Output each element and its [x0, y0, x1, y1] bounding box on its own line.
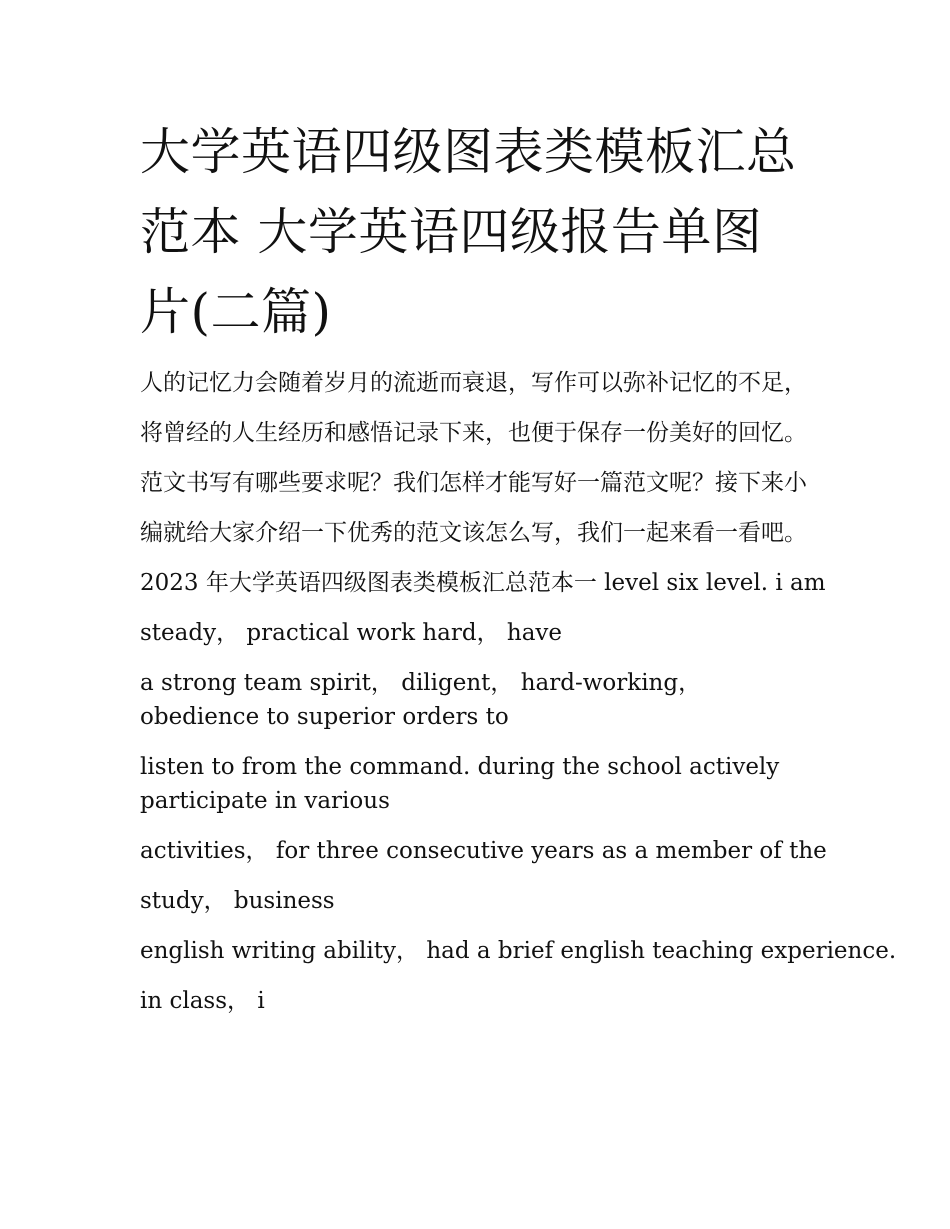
body-line: in class， i: [140, 988, 265, 1014]
body-line: study， business: [140, 888, 335, 914]
body-line: a strong team spirit， diligent， hard-working， obedience to superior orders to: [140, 670, 702, 730]
body-line: english writing ability， had a brief english teaching experience.: [140, 938, 897, 964]
document-page: [140, 112, 897, 1026]
body-line: activities， for three consecutive years as a member of the: [140, 838, 827, 864]
document-title: 大学英语四级图表类模板汇总范本 大学英语四级报告单图片(二篇): [140, 123, 797, 341]
body-line: steady， practical work hard， have: [140, 620, 563, 646]
body-line: listen to from the command. during the school actively participate in various: [140, 754, 780, 814]
intro-paragraph: 人的记忆力会随着岁月的流逝而衰退，写作可以弥补记忆的不足，将曾经的人生经历和感悟记录下来，也便于保存一份美好的回忆。范文书写有哪些要求呢？我们怎样才能写好一篇范文呢？接下来小编就给大家介绍一下优秀的范文该怎么写，我们一起来看一看吧。: [140, 370, 807, 546]
body-line: 2023 年大学英语四级图表类模板汇总范本一 level six level. i am: [140, 570, 826, 596]
